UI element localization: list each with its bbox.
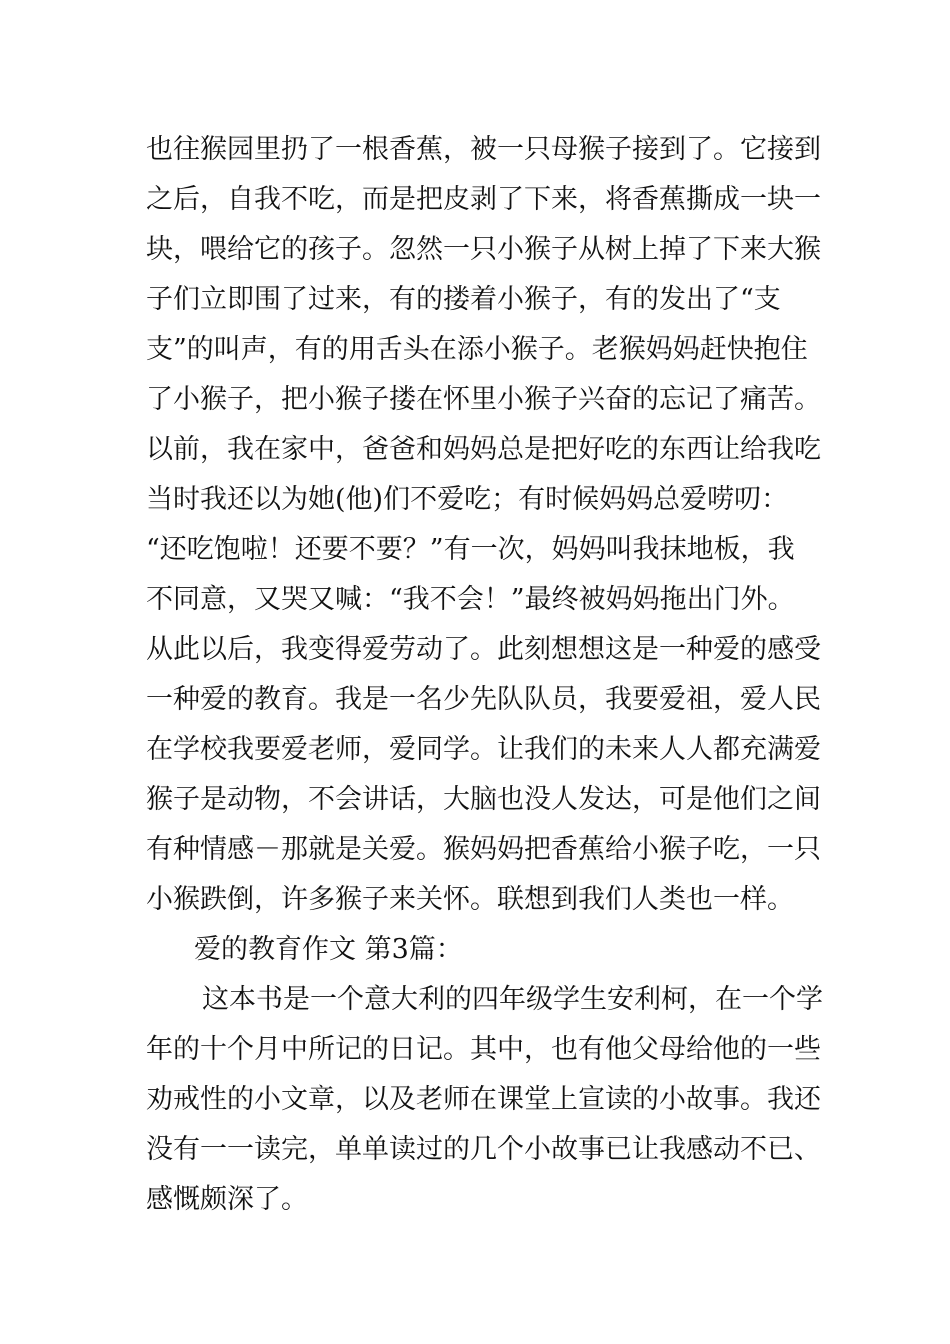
- text-line: 感慨颇深了。: [146, 1184, 308, 1215]
- text-line: 以前，我在家中，爸爸和妈妈总是把好吃的东西让给我吃: [146, 434, 821, 465]
- text-line: 小猴跌倒，许多猴子来关怀。联想到我们人类也一样。: [146, 884, 794, 915]
- text-line: 当时我还以为她(他)们不爱吃；有时候妈妈总爱唠叨：: [146, 484, 789, 515]
- text-line: 之后，自我不吃，而是把皮剥了下来，将香蕉撕成一块一: [146, 184, 821, 215]
- text-line: 年的十个月中所记的日记。其中，也有他父母给他的一些: [146, 1034, 821, 1065]
- text-line: 块，喂给它的孩子。忽然一只小猴子从树上掉了下来大猴: [146, 234, 821, 265]
- text-line: 支”的叫声，有的用舌头在添小猴子。老猴妈妈赶快抱住: [146, 334, 808, 365]
- text-line: 没有一一读完，单单读过的几个小故事已让我感动不已、: [146, 1134, 821, 1165]
- text-line: 子们立即围了过来，有的搂着小猴子，有的发出了“支: [146, 284, 781, 315]
- text-line: 从此以后，我变得爱劳动了。此刻想想这是一种爱的感受: [146, 634, 821, 665]
- text-line: 有种情感－那就是关爱。猴妈妈把香蕉给小猴子吃，一只: [146, 834, 821, 865]
- text-line: 不同意，又哭又喊：“我不会！”最终被妈妈拖出门外。: [146, 584, 795, 615]
- text-line: 在学校我要爱老师，爱同学。让我们的未来人人都充满爱: [146, 734, 821, 765]
- text-line: 劝戒性的小文章，以及老师在课堂上宣读的小故事。我还: [146, 1084, 821, 1115]
- text-line: 一种爱的教育。我是一名少先队队员，我要爱祖，爱人民: [146, 684, 821, 715]
- text-line: 这本书是一个意大利的四年级学生安利柯，在一个学: [202, 984, 823, 1015]
- text-line: 了小猴子，把小猴子搂在怀里小猴子兴奋的忘记了痛苦。: [146, 384, 821, 415]
- text-line: “还吃饱啦！还要不要？”有一次，妈妈叫我抹地板，我: [146, 534, 795, 565]
- section-heading: 爱的教育作文 第3篇：: [194, 934, 463, 965]
- text-line: 也往猴园里扔了一根香蕉，被一只母猴子接到了。它接到: [146, 134, 821, 165]
- text-line: 猴子是动物，不会讲话，大脑也没人发达，可是他们之间: [146, 784, 821, 815]
